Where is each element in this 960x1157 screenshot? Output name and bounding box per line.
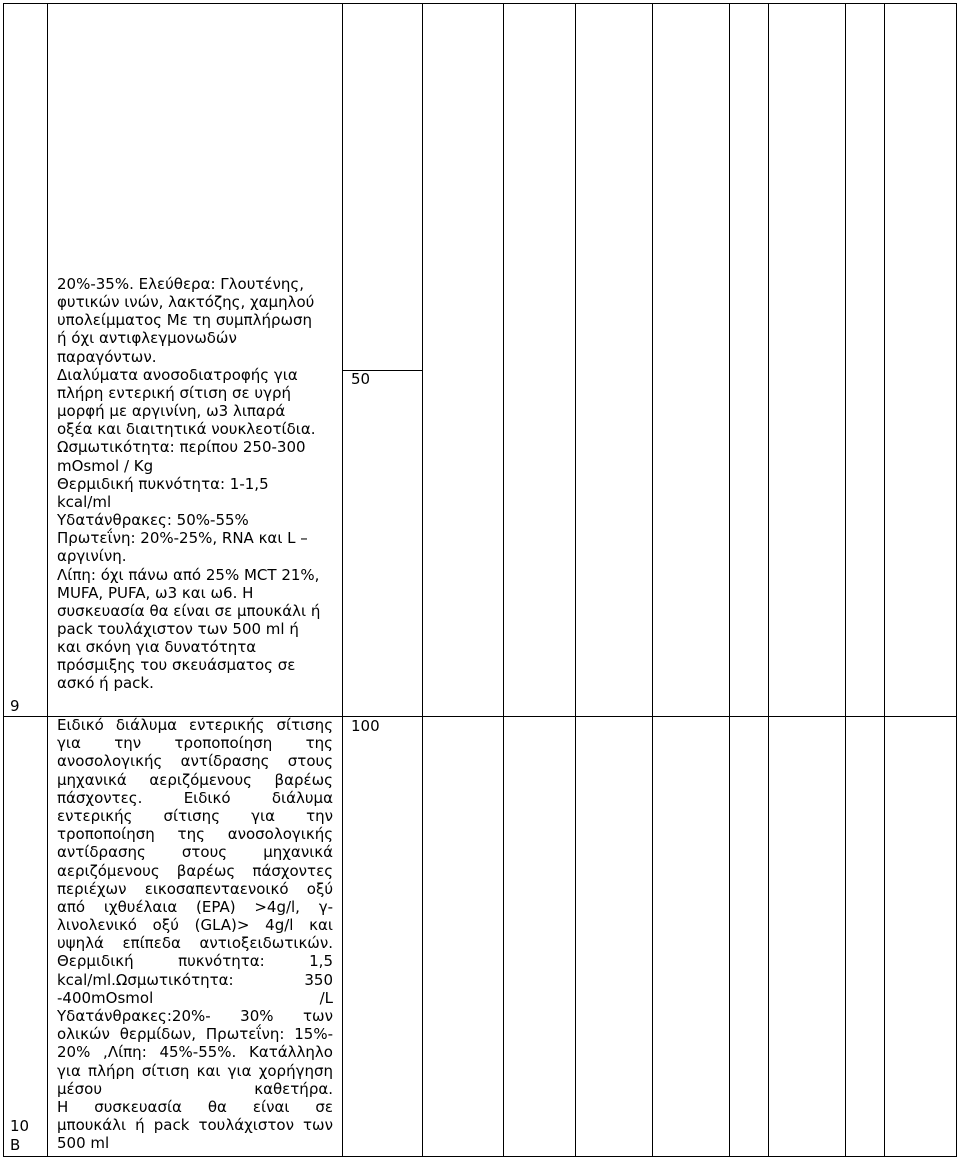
description-line: πλήρη εντερική σίτιση σε υγρή [57,383,291,402]
description-line: Διαλύματα ανοσοδιατροφής για [57,365,298,384]
quantity-value: 50 [351,370,371,388]
description-line: Η συσκευασία θα είναι σε [57,1097,333,1116]
description-line: για πλήρη σίτιση και για χορήγηση [57,1061,333,1080]
col-border [503,3,504,1157]
description-line: -400mOsmol /L [57,988,333,1007]
col-border [652,3,653,1157]
row-number: 10 [10,1117,30,1135]
description-line: υπολείμματος Με τη συμπλήρωση [57,311,313,330]
description-line: μπουκάλι ή pack τουλάχιστον των [57,1116,333,1135]
col-border [47,3,48,1157]
description-line: από ιχθυέλαια (EPA) >4g/l, γ- [57,897,333,916]
row-number-suffix: B [10,1136,21,1154]
description-line: mOsmol / Kg [57,456,154,475]
description-line: Θερμιδική πυκνότητα: 1-1,5 [57,474,269,493]
description-line: πάσχοντες. Ειδικό διάλυμα [57,788,333,807]
description-line: λινολενικό οξύ (GLA)> 4g/l και [57,916,333,935]
description-line: για την τροποποίηση της [57,734,333,753]
description-line: οξέα και διαιτητικά νουκλεοτίδια. [57,420,316,439]
col-border [884,3,885,1157]
col-border [845,3,846,1157]
description-line: Ωσμωτικότητα: περίπου 250-300 [57,438,306,457]
description-line: ολικών θερμίδων, Πρωτεΐνη: 15%- [57,1025,333,1044]
description-line: Θερμιδική πυκνότητα: 1,5 [57,952,333,971]
row-border [3,3,957,4]
description-line: kcal/ml [57,492,112,511]
description-line: περιέχων εικοσαπενταενοικό οξύ [57,879,333,898]
description-line: 20%-35%. Ελεύθερα: Γλουτένης, [57,275,304,293]
description-line: Λίπη: όχι πάνω από 25% MCT 21%, [57,565,320,584]
description-line: Πρωτεΐνη: 20%-25%, RNA και L – [57,529,308,548]
description-line: μορφή με αργινίνη, ω3 λιπαρά [57,402,286,421]
col-border [768,3,769,1157]
description-line: εντερικής σίτισης για την [57,806,333,825]
description-line: φυτικών ινών, λακτόζης, χαμηλού [57,293,315,312]
description-line: υψηλά επίπεδα αντιοξειδωτικών. [57,934,333,953]
description-line: μέσου καθετήρα. [57,1079,333,1098]
item-description [57,275,320,693]
description-line: τροποποίηση της ανοσολογικής [57,825,333,844]
description-line: παραγόντων. [57,347,157,366]
description-line: ασκό ή pack. [57,674,154,693]
col-border [575,3,576,1157]
description-line: Υδατάνθρακες: 50%-55% [57,511,249,530]
description-line: μηχανικά αεριζόμενους βαρέως [57,770,333,789]
col-border [422,3,423,1157]
quantity-value: 100 [351,717,380,735]
description-line: αντίδρασης στους μηχανικά [57,843,333,862]
col-border [342,3,343,1157]
item-description [57,716,333,1153]
description-line: Ειδικό διάλυμα εντερικής σίτισης [57,716,333,734]
description-line: αργινίνη. [57,547,127,566]
col-border [956,3,957,1157]
description-line: MUFA, PUFA, ω3 και ω6. Η [57,583,254,602]
description-line: kcal/ml.Ωσμωτικότητα: 350 [57,970,333,989]
row-number: 9 [10,697,20,715]
description-line: 20% ,Λίπη: 45%-55%. Κατάλληλο [57,1043,333,1062]
description-line: ανοσολογικής αντίδρασης στους [57,752,333,771]
description-line: πρόσμιξης του σκευάσματος σε [57,656,296,675]
description-line: ή όχι αντιφλεγμονωδών [57,329,237,348]
description-line: pack τουλάχιστον των 500 ml ή [57,619,299,638]
description-line: συσκευασία θα είναι σε μπουκάλι ή [57,601,321,620]
description-line: Υδατάνθρακες:20%- 30% των [57,1007,333,1025]
col-border [3,3,4,1157]
description-line: 500 ml [57,1134,110,1153]
description-line: και σκόνη για δυνατότητα [57,638,257,657]
col-border [729,3,730,1157]
description-line: αεριζόμενους βαρέως πάσχοντες [57,861,333,880]
